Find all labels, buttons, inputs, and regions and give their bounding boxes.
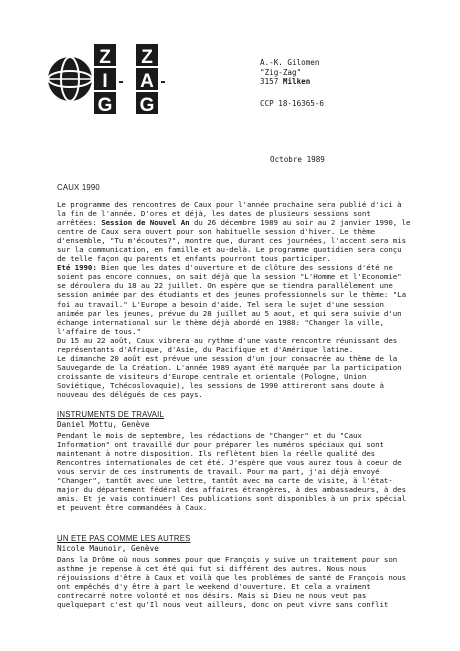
paragraph: Dans la Drôme où nous sommes pour que François y suive un traitement pour son asthme je repense à cet été qui fut si différent des autres. Nous nous réjouissions d'être à Caux et voilà que les problèmes de santé de François nous ont empêchés d'y être à part le weekend d'ouverture. Et cela a vraiment contrecarré notre volonté et nos désirs. Mais si Dieu ne nous veut pas quelquepart c'est qu'Il nous veut ailleurs, donc on peut vivre sans conflit bbox=[57, 555, 407, 610]
letter-date: Octobre 1989 bbox=[270, 155, 325, 164]
logo-letter-5: G bbox=[97, 95, 113, 116]
section-body-instruments bbox=[57, 431, 411, 512]
paragraph: Le dimanche 20 août est prévue une session d'un jour consacrée au thème de la Sauvegarde de la Création. L'année 1989 ayant été marquée par la participation croissante de visiteurs d'Europe centrale et orientale (Pologne, Union Soviétique, Tchécoslovaquie), les sessions de 1990 attireront sans doute à nouveau des délégués de ces pays. bbox=[57, 353, 402, 399]
paragraph: Du 15 au 22 août, Caux vibrera au rythme d'une vaste rencontre réunissant des représentants d'Afrique, d'Asie, du Pacifique et d'Amérique latine. bbox=[57, 335, 398, 354]
zig-zag-logo bbox=[44, 42, 170, 116]
section-title-caux: CAUX 1990 bbox=[57, 183, 100, 192]
paragraph: Pendant le mois de septembre, les rédactions de "Changer" et du "Caux Information" ont travaillé dur pour préparer les numéros spéciaux qui sont maintenant à notre disposition. Ils reflètent bien la réelle qualité des Rencontres internationales de cet été. J'espère que vous aurez tous à coeur de vous servir de ces instruments de travail. Pour ma part, j'ai déjà envoyé "Changer", tantôt avec une lettre, tantôt avec ma carte de visite, à l'état-major du département fédéral des affaires étrangères, à des ambassadeurs, à des amis. Et je vais continuer! Ces publications sont disponibles à un prix spécial et peuvent être commandées à Caux. bbox=[57, 431, 407, 513]
logo-letter-1: Z bbox=[99, 47, 111, 68]
byline-ete: Nicole Maunoir, Genève bbox=[57, 544, 159, 553]
sender-city: Milken bbox=[282, 77, 311, 87]
byline-instruments: Daniel Mottu, Genève bbox=[57, 420, 150, 429]
logo-dash-right: - bbox=[160, 73, 166, 90]
section-body-caux bbox=[57, 200, 411, 399]
logo-dash-left: - bbox=[118, 73, 124, 90]
logo-letter-6: G bbox=[139, 95, 155, 116]
logo-letter-3: Z bbox=[141, 47, 153, 68]
sender-name: A.-K. Gilomen bbox=[260, 58, 320, 67]
sender-org: "Zig-Zag" bbox=[260, 67, 302, 77]
sender-address bbox=[260, 58, 319, 87]
section-title-instruments: INSTRUMENTS DE TRAVAIL bbox=[57, 410, 165, 419]
logo-letter-4: A bbox=[140, 71, 154, 92]
section-title-ete: UN ETE PAS COMME LES AUTRES bbox=[57, 534, 191, 543]
section-body-ete bbox=[57, 555, 411, 609]
sender-postcode: 3157 bbox=[260, 77, 279, 87]
paragraph: Le programme des rencontres de Caux pour l'année prochaine sera publié d'ici à la fin de l'année. D'ores et déjà, les dates de plusieurs sessions sont arrêtées: Session de Nouvel An du 26 décembre 1989 au soir au 2 janvier 1990, le centre de Caux sera ouvert pour son habituelle session d'hiver. Le thème d'ensemble, "Tu m'écoutes?", montre que, durant ces journées, l'accent sera mis sur la communication, en famille et au-delà. Le programme quotidien sera conçu de telle façon qu parents et enfants pourront tous participer. bbox=[57, 200, 411, 264]
logo-letter-2: I bbox=[102, 71, 108, 92]
ccp-number: CCP 18-16365-6 bbox=[260, 99, 325, 108]
paragraph: Eté 1990: Bien que les dates d'ouverture et de clôture des sessions d'été ne soient pas encore connues, on sait déjà que la session "L'Homme et l'Economie" se déroulera du 18 au 22 juillet. On espère que se tiendra parallèlement une session animée par des étudiants et des jeunes professionnels sur le thème: "La foi au travail." L'Europe a besoin d'aide. Tel sera le sujet d'une session animée par les jeunes, prévue du 28 juillet au 5 aout, et qui sera suivie d'un échange international sur le thème déjà abordé en 1988: "Changer la ville, l'affaire de tous." bbox=[57, 263, 407, 336]
